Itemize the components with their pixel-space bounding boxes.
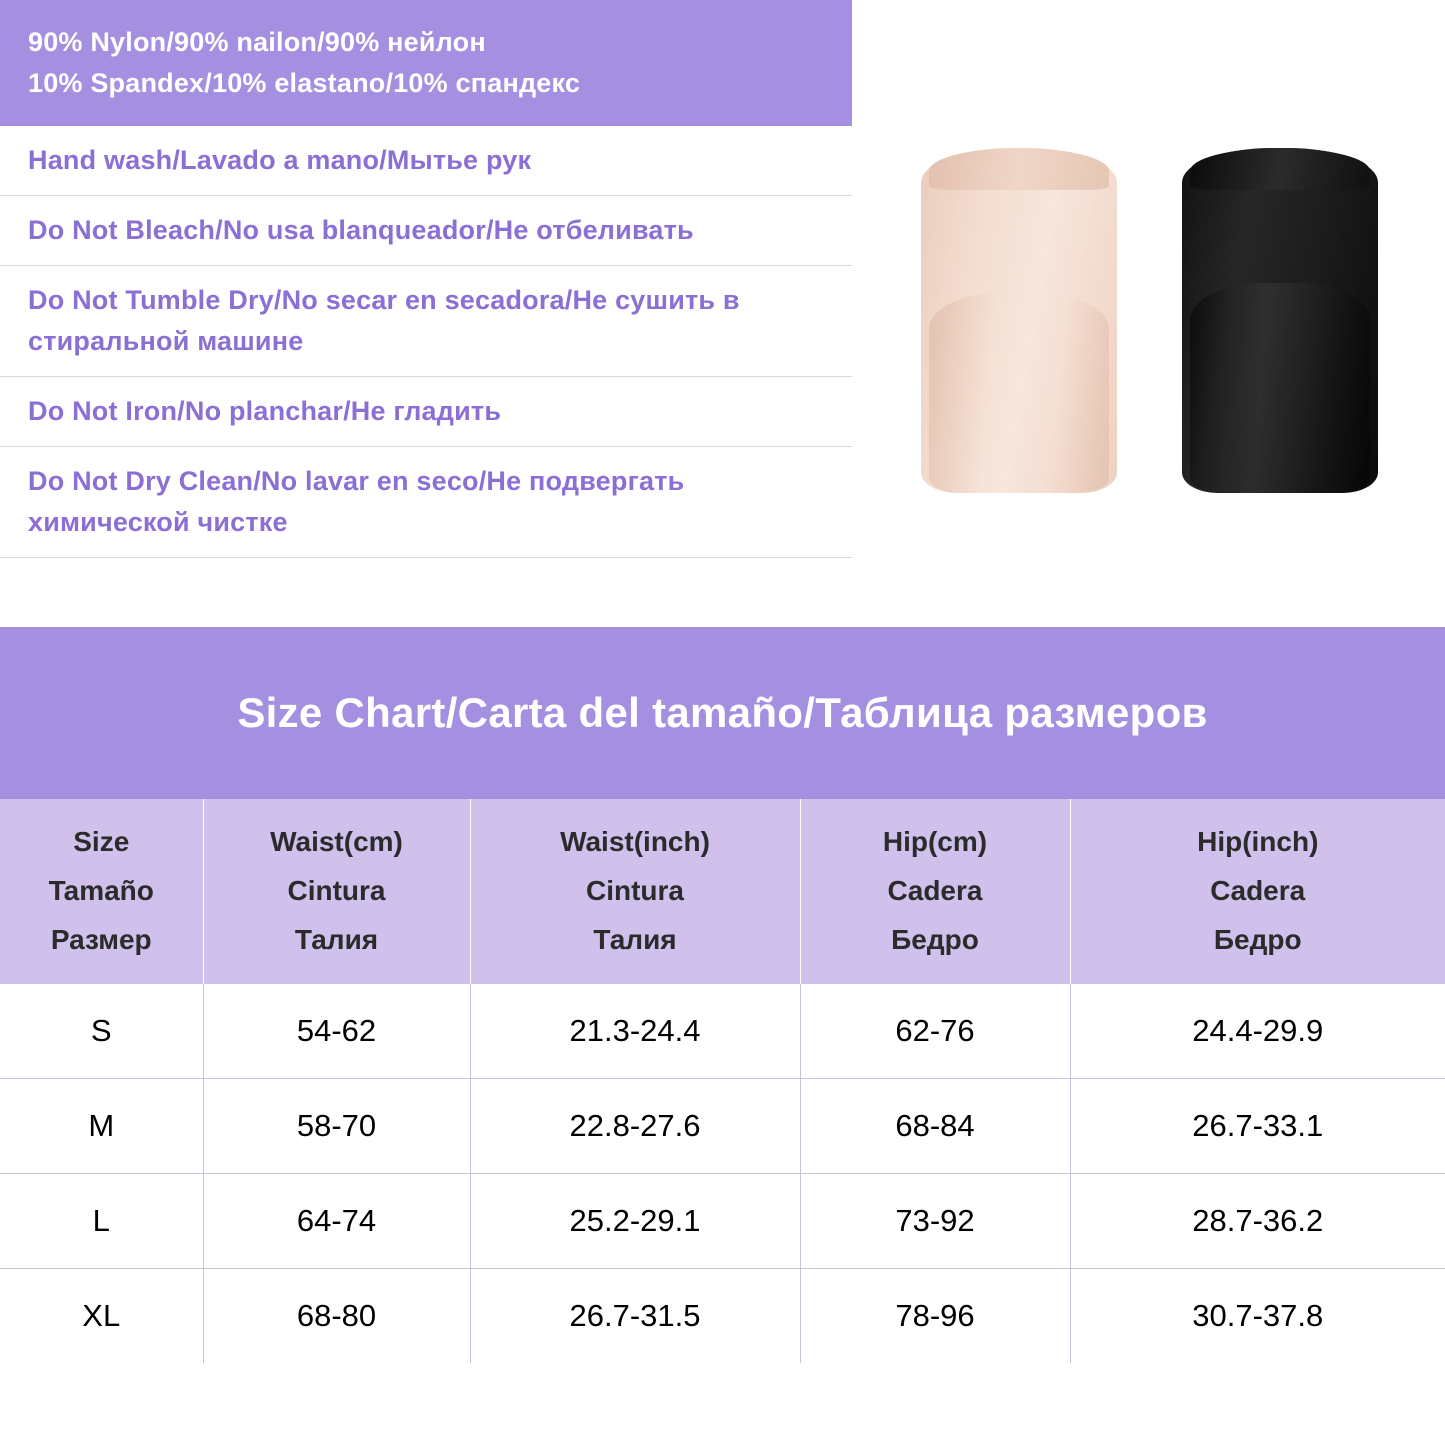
size-chart-title: Size Chart/Carta del tamaño/Таблица размеров [0, 627, 1445, 799]
table-row [0, 1269, 1445, 1364]
table-row [0, 984, 1445, 1079]
black-garment-shading [1190, 283, 1370, 493]
size-chart-table [0, 799, 1445, 1363]
cell-waist-inch: 21.3-24.4 [470, 984, 800, 1079]
cell-waist-cm: 64-74 [203, 1174, 470, 1269]
beige-garment-shading [929, 293, 1109, 493]
care-row-composition [0, 0, 852, 126]
care-row-do-not-bleach: Do Not Bleach/No usa blanqueador/Не отбеливать [0, 196, 852, 266]
column-header-waist-cm: Waist(cm) Cintura Талия [203, 799, 470, 984]
cell-size: M [0, 1079, 203, 1174]
cell-size: L [0, 1174, 203, 1269]
composition-nylon-line: 90% Nylon/90% nailon/90% нейлон [28, 27, 486, 57]
cell-waist-cm: 68-80 [203, 1269, 470, 1364]
table-row [0, 1079, 1445, 1174]
cell-hip-inch: 30.7-37.8 [1070, 1269, 1445, 1364]
care-row-do-not-tumble-dry: Do Not Tumble Dry/No secar en secadora/Не сушить в стиральной машине [0, 266, 852, 377]
column-header-size: Size Tamaño Размер [0, 799, 203, 984]
cell-hip-inch: 26.7-33.1 [1070, 1079, 1445, 1174]
cell-hip-cm: 73-92 [800, 1174, 1070, 1269]
composition-spandex-line: 10% Spandex/10% elastano/10% спандекс [28, 68, 581, 98]
column-header-waist-inch: Waist(inch) Cintura Талия [470, 799, 800, 984]
care-row-hand-wash: Hand wash/Lavado a mano/Мытье рук [0, 126, 852, 196]
cell-hip-cm: 62-76 [800, 984, 1070, 1079]
product-images [852, 0, 1445, 627]
care-row-do-not-dry-clean: Do Not Dry Clean/No lavar en seco/Не подвергать химической чистке [0, 447, 852, 558]
table-row [0, 1174, 1445, 1269]
column-header-hip-cm: Hip(cm) Cadera Бедро [800, 799, 1070, 984]
cell-waist-cm: 58-70 [203, 1079, 470, 1174]
cell-waist-inch: 25.2-29.1 [470, 1174, 800, 1269]
cell-waist-inch: 26.7-31.5 [470, 1269, 800, 1364]
black-shapewear-skirt-image [1182, 148, 1378, 493]
top-section [0, 0, 1445, 627]
beige-garment-waistband [929, 148, 1109, 190]
column-header-hip-inch: Hip(inch) Cadera Бедро [1070, 799, 1445, 984]
care-row-do-not-iron: Do Not Iron/No planchar/Не гладить [0, 377, 852, 447]
cell-hip-inch: 28.7-36.2 [1070, 1174, 1445, 1269]
cell-hip-inch: 24.4-29.9 [1070, 984, 1445, 1079]
cell-hip-cm: 78-96 [800, 1269, 1070, 1364]
black-garment-waistband [1190, 148, 1370, 190]
table-header-row [0, 799, 1445, 984]
cell-waist-cm: 54-62 [203, 984, 470, 1079]
care-instructions-panel [0, 0, 852, 627]
cell-size: S [0, 984, 203, 1079]
cell-hip-cm: 68-84 [800, 1079, 1070, 1174]
cell-size: XL [0, 1269, 203, 1364]
beige-shapewear-skirt-image [921, 148, 1117, 493]
cell-waist-inch: 22.8-27.6 [470, 1079, 800, 1174]
